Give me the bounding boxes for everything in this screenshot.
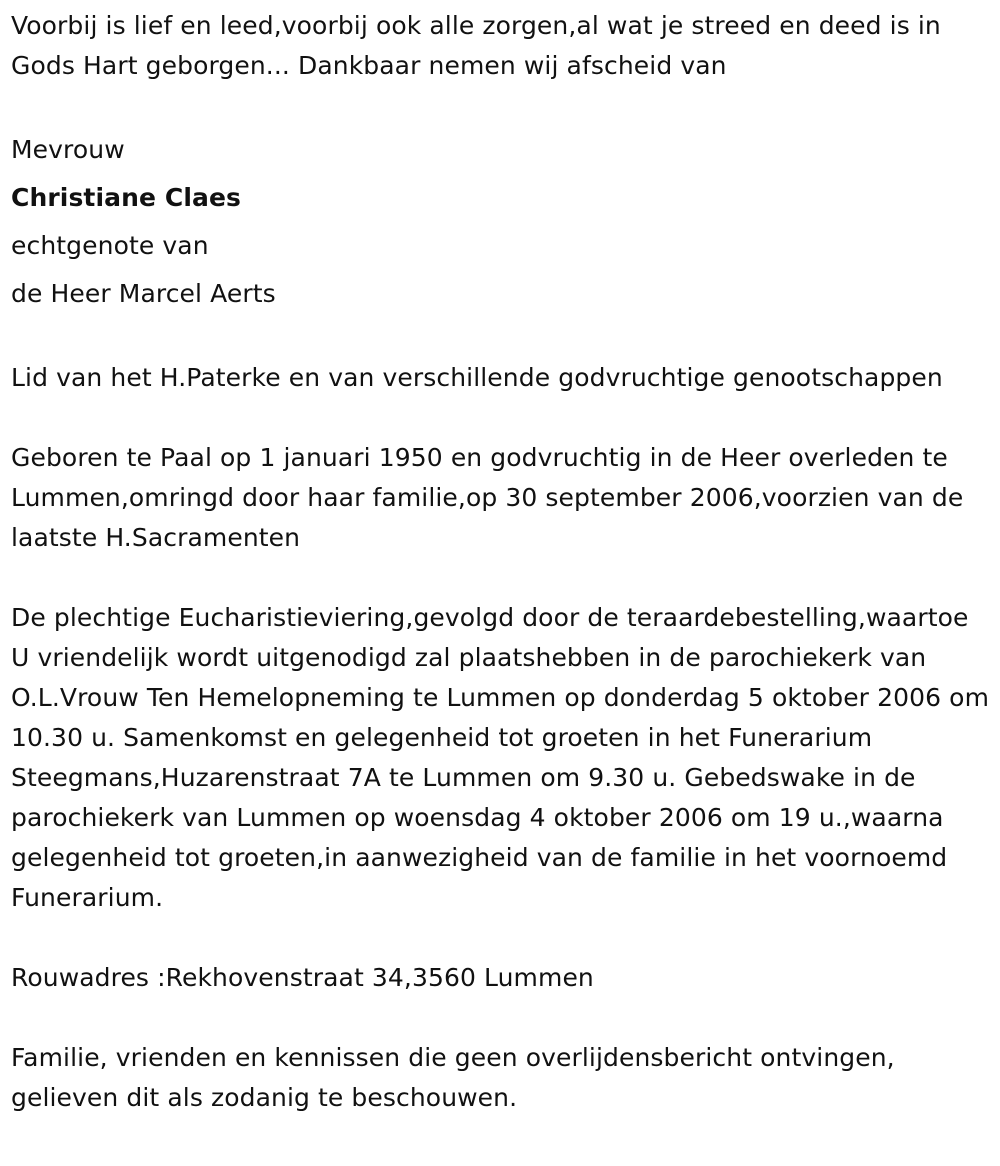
spouse-name: de Heer Marcel Aerts — [11, 279, 276, 308]
birth-death-paragraph: Geboren te Paal op 1 januari 1950 en godvruchtig in de Heer overleden te Lummen,omringd door haar familie,op 30 september 2006,voorzien van de laatste H.Sacramenten — [11, 443, 964, 552]
relation-label: echtgenote van — [11, 231, 209, 260]
spacer — [11, 558, 993, 598]
spacer — [11, 398, 993, 438]
mourning-address: Rouwadres :Rekhovenstraat 34,3560 Lummen — [11, 963, 594, 992]
ceremony-paragraph: De plechtige Eucharistieviering,gevolgd door de teraardebestelling,waartoe U vriendelijk wordt uitgenodigd zal plaatshebben in de parochiekerk van O.L.Vrouw Ten Hemelopneming te Lummen op donderdag 5 oktober 2006 om 10.30 u. Samenkomst en gelegenheid tot groeten in het Funerarium Steegmans,Huzarenstraat 7A te Lummen om 9.30 u. Gebedswake in de parochiekerk van Lummen op woensdag 4 oktober 2006 om 19 u.,waarna gelegenheid tot groeten,in aanwezigheid van de familie in het voornoemd Funerarium. — [11, 603, 990, 912]
deceased-name: Christiane Claes — [11, 183, 241, 212]
spacer — [11, 918, 993, 958]
membership-paragraph: Lid van het H.Paterke en van verschillende godvruchtige genootschappen — [11, 363, 943, 392]
spacer — [11, 86, 993, 126]
obituary-document — [11, 6, 993, 1118]
closing-paragraph: Familie, vrienden en kennissen die geen overlijdensbericht ontvingen, gelieven dit als zodanig te beschouwen. — [11, 1043, 895, 1112]
intro-paragraph: Voorbij is lief en leed,voorbij ook alle zorgen,al wat je streed en deed is in Gods Hart geborgen... Dankbaar nemen wij afscheid van — [11, 11, 941, 80]
salutation: Mevrouw — [11, 135, 125, 164]
spacer — [11, 998, 993, 1038]
spacer — [11, 318, 993, 358]
